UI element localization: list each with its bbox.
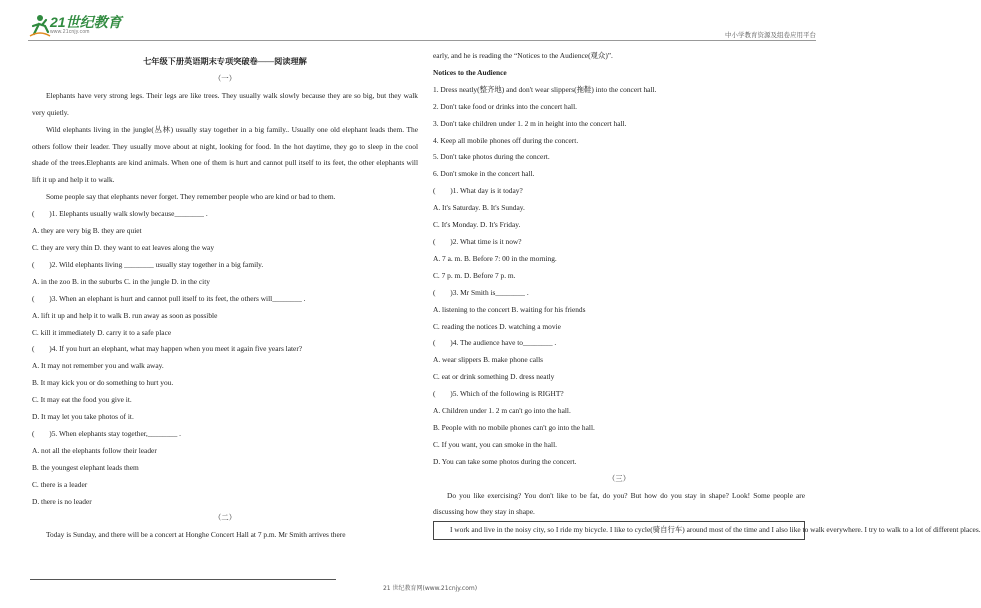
right-text-line: ( )5. Which of the following is RIGHT? [433,389,564,399]
left-text-line: C. kill it immediately D. carry it to a safe place [32,327,172,337]
right-column [433,48,981,540]
right-text-line: A. listening to the concert B. waiting for his friends [433,304,586,314]
right-text-line: 2. Don't take food or drinks into the concert hall. [433,101,577,111]
header-divider [28,40,816,41]
left-text-line: C. It may eat the food you give it. [32,395,132,405]
left-text-line: C. they are very thin D. they want to eat leaves along the way [32,242,215,252]
left-text-line: B. It may kick you or do something to hurt you. [32,378,174,388]
right-text-line: （三） [607,473,631,483]
right-text-line: A. It's Saturday. B. It's Sunday. [433,203,525,213]
right-text-line: B. People with no mobile phones can't go into the hall. [433,422,595,432]
left-text-line: A. they are very big B. they are quiet [32,226,142,236]
right-text-line: 5. Don't take photos during the concert. [433,152,550,162]
logo-text: 21世纪教育 [50,14,122,30]
right-text-line: 6. Don't smoke in the concert hall. [433,169,535,179]
right-text-line: C. reading the notices D. watching a movie [433,321,561,331]
left-text-line: ( )1. Elephants usually walk slowly because________ . [32,209,208,219]
left-text-line: Elephants have very strong legs. Their legs are like trees. They usually walk slowly because they are so big, but they walk very quietly. [32,90,418,117]
left-text-line: A. in the zoo B. in the suburbs C. in the jungle D. in the city [32,276,210,286]
right-lines [433,48,981,540]
right-text-line: ( )2. What time is it now? [433,236,522,246]
left-text-line: A. not all the elephants follow their leader [32,445,157,455]
left-text-line: ( )5. When elephants stay together,________ . [32,428,181,438]
left-text-line: ( )4. If you hurt an elephant, what may happen when you meet it again five years later? [32,344,303,354]
footer-text: 21 世纪教育网(www.21cnjy.com) [382,585,478,592]
left-text-line: Wild elephants living in the jungle(丛林) usually stay together in a big family.. Usually one old elephant leads them. The others follow their leader. They usually move about at night, looking for food. In the hot daytime, they go to sleep in the cool shade of the trees.Elephants are kind animals. When one of them is hurt and cannot pull itself to its feet, the other elephants will lift it up and help it to walk. [32,124,418,185]
left-text-line: ( )3. When an elephant is hurt and cannot pull itself to its feet, the others will________ . [32,293,306,303]
right-text-line: A. 7 a. m. B. Before 7: 00 in the morning. [433,253,557,263]
right-text-line: C. 7 p. m. D. Before 7 p. m. [433,270,516,280]
page-title: 七年级下册英语期末专项突破卷——阅读理解 [143,57,307,66]
right-text-line: 3. Don't take children under 1. 2 m in height into the concert hall. [433,118,627,128]
left-lines [32,71,418,544]
right-text-line: C. It's Monday. D. It's Friday. [433,220,521,230]
right-text-line: ( )1. What day is it today? [433,186,523,196]
platform-name: 中小学教育资源及组卷应用平台 [725,31,816,39]
left-text-line: D. It may let you take photos of it. [32,412,134,422]
logo-url: www.21cnjy.com [50,29,90,35]
right-text-line: Do you like exercising? You don't like to be fat, do you? But how do you stay in shape? Look! Some people are discussing how they stay in shape. [433,490,805,517]
left-text-line: （一） [213,73,237,83]
left-text-line: ( )2. Wild elephants living ________ usually stay together in a big family. [32,259,264,269]
right-text-line: C. eat or drink something D. dress neatly [433,372,555,382]
left-text-line: C. there is a leader [32,479,88,489]
left-text-line: D. there is no leader [32,496,92,506]
left-text-line: A. It may not remember you and walk away. [32,361,164,371]
right-text-line: ( )3. Mr Smith is________ . [433,287,529,297]
footer-divider [30,579,336,580]
left-text-line: A. lift it up and help it to walk B. run away as soon as possible [32,310,218,320]
right-text-line: 1. Dress neatly(整齐地) and don't wear slippers(拖鞋) into the concert hall. [433,84,657,94]
left-text-line: B. the youngest elephant leads them [32,462,139,472]
right-text-line: early, and he is reading the “Notices to the Audience(观众)”. [433,51,613,60]
right-text-line: D. You can take some photos during the concert. [433,456,577,466]
right-text-line: A. Children under 1. 2 m can't go into the hall. [433,406,571,416]
right-text-line: A. wear slippers B. make phone calls [433,355,544,365]
left-text-line: Today is Sunday, and there will be a concert at Honghe Concert Hall at 7 p.m. Mr Smith arrives there [46,530,346,540]
left-text-line: （二） [213,513,237,523]
right-text-line: Notices to the Audience [433,67,507,77]
left-column [32,48,418,544]
right-text-line: C. If you want, you can smoke in the hall. [433,439,557,449]
right-text-line: ( )4. The audience have to________ . [433,338,557,348]
right-text-line: 4. Keep all mobile phones off during the concert. [433,135,579,145]
left-text-line: Some people say that elephants never forget. They remember people who are kind or bad to them. [46,192,336,202]
right-text-line: I work and live in the noisy city, so I ride my bicycle. I like to cycle(骑自行车) around most of the time and I also like to walk everywhere. I try to walk to a lot of different places. [433,521,805,540]
